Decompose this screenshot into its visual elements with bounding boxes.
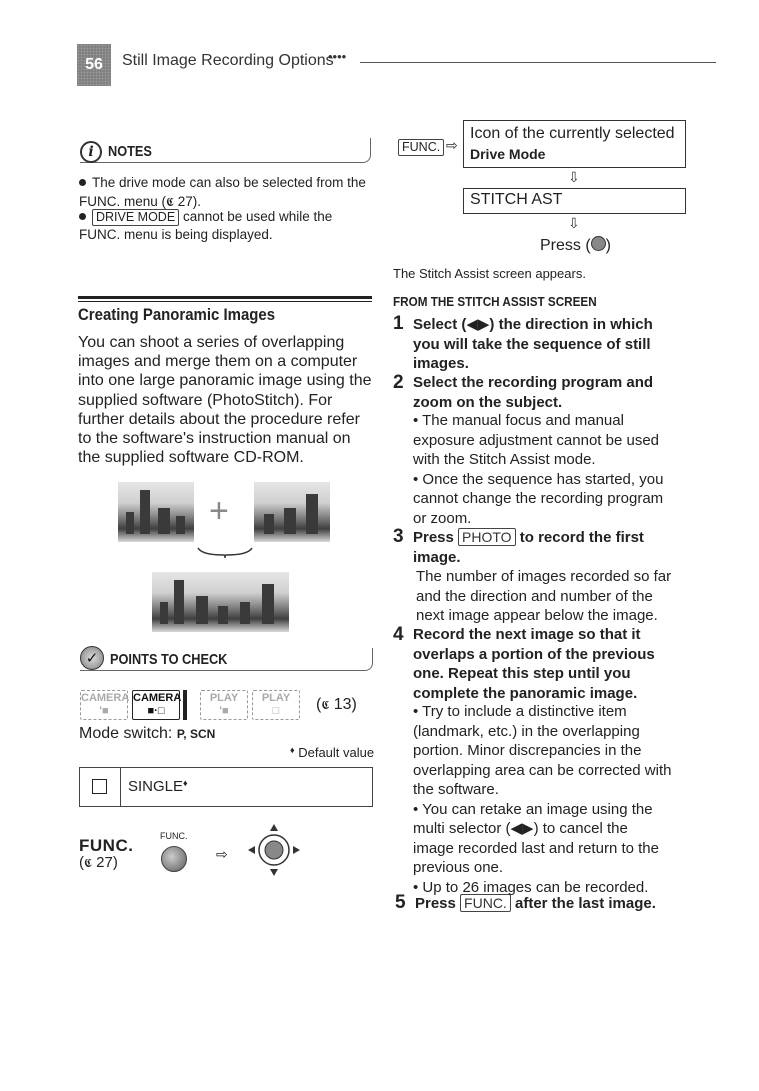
mode-play-movie: PLAY '■ xyxy=(200,690,248,720)
step-4-number: 4 xyxy=(393,624,404,645)
multi-selector-icon xyxy=(246,822,302,878)
drive-mode-box-line1: Icon of the currently selected xyxy=(470,125,675,142)
merge-brace-icon xyxy=(196,546,254,560)
step-4-body: • Try to include a distinctive item (landmark, etc.) in the overlapping portion. Minor discrepancies in the overlapping area can be corrected with the software. • You can retake an image using the multi selector (◀▶) to cancel the image recorded last and return to the previous one. • Up to 26 images can be recorded. xyxy=(413,703,672,896)
single-frame-icon xyxy=(92,779,107,794)
mode-switch: Mode switch: P, SCN xyxy=(79,725,216,742)
drive-mode-box-line2: Drive Mode xyxy=(470,146,546,162)
press-set: Press ( ) xyxy=(540,237,611,254)
bullet-icon xyxy=(79,213,86,220)
plus-icon: + xyxy=(209,492,229,530)
drive-mode-default-table xyxy=(79,767,373,807)
book-icon: 𝕮 xyxy=(166,195,174,209)
step-3-number: 3 xyxy=(393,526,404,547)
section-rule-thin xyxy=(78,301,372,302)
panorama-photo-merged xyxy=(152,572,289,632)
func-label: FUNC. xyxy=(79,836,134,855)
header-rule xyxy=(360,62,716,63)
book-icon: 𝕮 xyxy=(84,856,92,870)
step-3-body: The number of images recorded so far and the direction and number of the next image appear below the image. xyxy=(416,568,672,624)
mode-separator xyxy=(183,690,187,720)
bullet-icon xyxy=(79,179,86,186)
step-1-heading: Select (◀▶) the direction in which you will take the sequence of still images. xyxy=(413,316,653,372)
arrow-right-icon: ⇨ xyxy=(216,846,228,862)
panorama-photo-right xyxy=(254,482,330,542)
func-key-step5: FUNC. xyxy=(460,894,511,912)
header-dots: •••• xyxy=(328,49,347,64)
arrow-down-icon: ⇩ xyxy=(568,169,580,185)
photo-key: PHOTO xyxy=(458,528,516,546)
step-2-body: • The manual focus and manual exposure adjustment cannot be used with the Stitch Assist mode. • Once the sequence has started, you cannot change the recording program or zoom. xyxy=(413,412,664,527)
stitch-caption: The Stitch Assist screen appears. xyxy=(393,266,586,281)
step-1-number: 1 xyxy=(393,313,404,334)
points-title: POINTS TO CHECK xyxy=(110,651,228,668)
mode-ref: (𝕮 13) xyxy=(316,696,357,713)
notes-title: NOTES xyxy=(108,143,152,160)
step-5-number: 5 xyxy=(395,892,406,913)
stitch-box-label: STITCH AST xyxy=(470,191,563,208)
note-1: The drive mode can also be selected from the xyxy=(79,173,366,192)
info-icon: i xyxy=(80,141,102,163)
page-number: 56 xyxy=(77,44,111,86)
mode-play-still: PLAY □ xyxy=(252,690,300,720)
note-2-cont: FUNC. menu is being displayed. xyxy=(79,227,273,242)
checkmark-icon: ✓ xyxy=(80,646,104,670)
arrow-right-icon: ⇨ xyxy=(446,137,458,153)
book-icon: 𝕮 xyxy=(321,698,330,712)
func-button-icon xyxy=(161,846,187,872)
step-2-heading: Select the recording program and zoom on the subject. xyxy=(413,374,654,411)
func-ref: (𝕮 27) xyxy=(79,854,118,871)
step-4-heading: Record the next image so that it overlaps a portion of the previous one. Repeat this step until you complete the panoramic image. xyxy=(413,626,655,702)
func-key: FUNC. xyxy=(398,138,444,156)
section-body: You can shoot a series of overlapping images and merge them on a computer into one large panoramic image using the supplied software (PhotoStitch). For further details about the procedure refer to the software's instruction manual on the supplied software CD-ROM. xyxy=(78,334,372,467)
page-header-title: Still Image Recording Options xyxy=(122,52,334,69)
note-1-cont: FUNC. menu (𝕮 27). xyxy=(79,194,202,209)
step-3-heading: Press PHOTO to record the first image. xyxy=(413,529,644,566)
note-2: DRIVE MODE cannot be used while the xyxy=(79,207,332,226)
set-button-icon xyxy=(591,236,606,251)
default-value-note: ♦ Default value xyxy=(290,745,375,760)
step-2-number: 2 xyxy=(393,372,404,393)
mode-camera-movie: CAMERA '■ xyxy=(80,690,128,720)
step-5-heading: Press FUNC. after the last image. xyxy=(415,895,656,912)
section-title: Creating Panoramic Images xyxy=(78,305,276,324)
section-rule xyxy=(78,296,372,299)
panorama-photo-left xyxy=(118,482,194,542)
from-heading: FROM THE STITCH ASSIST SCREEN xyxy=(393,294,597,309)
mode-camera-still: CAMERA ■·□ xyxy=(132,690,180,720)
single-label: SINGLE♦ xyxy=(128,778,188,795)
arrow-down-icon: ⇩ xyxy=(568,215,580,231)
drive-mode-key: DRIVE MODE xyxy=(92,209,179,226)
func-button-label: FUNC. xyxy=(160,831,188,841)
